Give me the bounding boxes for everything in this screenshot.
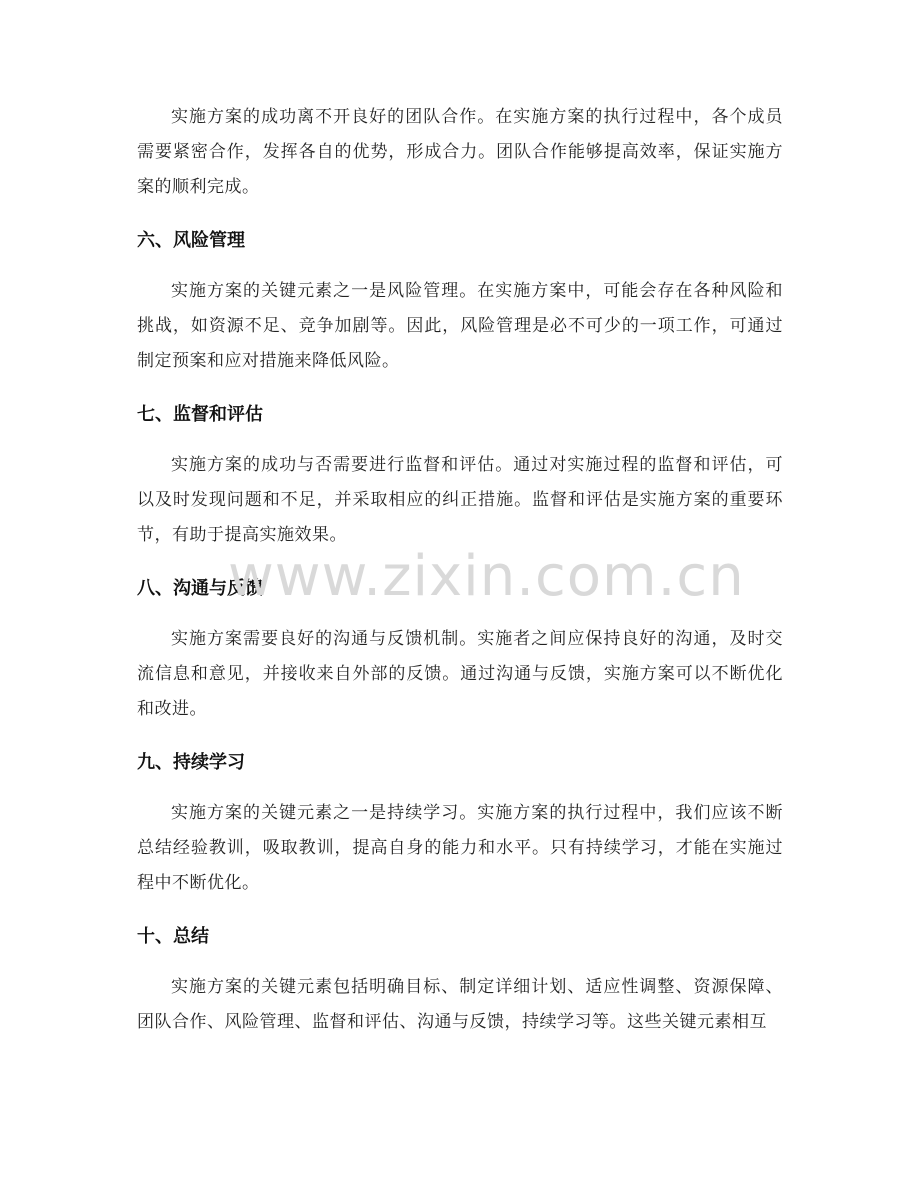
- section-paragraph-supervision-evaluation: 实施方案的成功与否需要进行监督和评估。通过对实施过程的监督和评估，可以及时发现问题和不足，并采取相应的纠正措施。监督和评估是实施方案的重要环节，有助于提高实施效果。: [137, 455, 783, 545]
- document-body: [137, 100, 783, 1040]
- watermark: www.zixin.com.cn: [228, 544, 745, 609]
- section-paragraph-risk-management: 实施方案的关键元素之一是风险管理。在实施方案中，可能会存在各种风险和挑战，如资源不足、竞争加剧等。因此，风险管理是必不可少的一项工作，可通过制定预案和应对措施来降低风险。: [137, 281, 783, 371]
- section-paragraph-continuous-learning: 实施方案的关键元素之一是持续学习。实施方案的执行过程中，我们应该不断总结经验教训，吸取教训，提高自身的能力和水平。只有持续学习，才能在实施过程中不断优化。: [137, 803, 783, 893]
- section-paragraph-summary: 实施方案的关键元素包括明确目标、制定详细计划、适应性调整、资源保障、团队合作、风险管理、监督和评估、沟通与反馈，持续学习等。这些关键元素相互: [137, 977, 783, 1032]
- section-heading-continuous-learning: 九、持续学习: [137, 752, 245, 773]
- section-heading-risk-management: 六、风险管理: [137, 230, 245, 251]
- section-heading-supervision-evaluation: 七、监督和评估: [137, 404, 263, 425]
- section-heading-summary: 十、总结: [137, 926, 209, 947]
- section-paragraph-communication-feedback: 实施方案需要良好的沟通与反馈机制。实施者之间应保持良好的沟通，及时交流信息和意见，并接收来自外部的反馈。通过沟通与反馈，实施方案可以不断优化和改进。: [137, 629, 783, 719]
- section-heading-communication-feedback: 八、沟通与反馈: [137, 578, 263, 599]
- intro-paragraph: 实施方案的成功离不开良好的团队合作。在实施方案的执行过程中，各个成员需要紧密合作，发挥各自的优势，形成合力。团队合作能够提高效率，保证实施方案的顺利完成。: [137, 107, 783, 197]
